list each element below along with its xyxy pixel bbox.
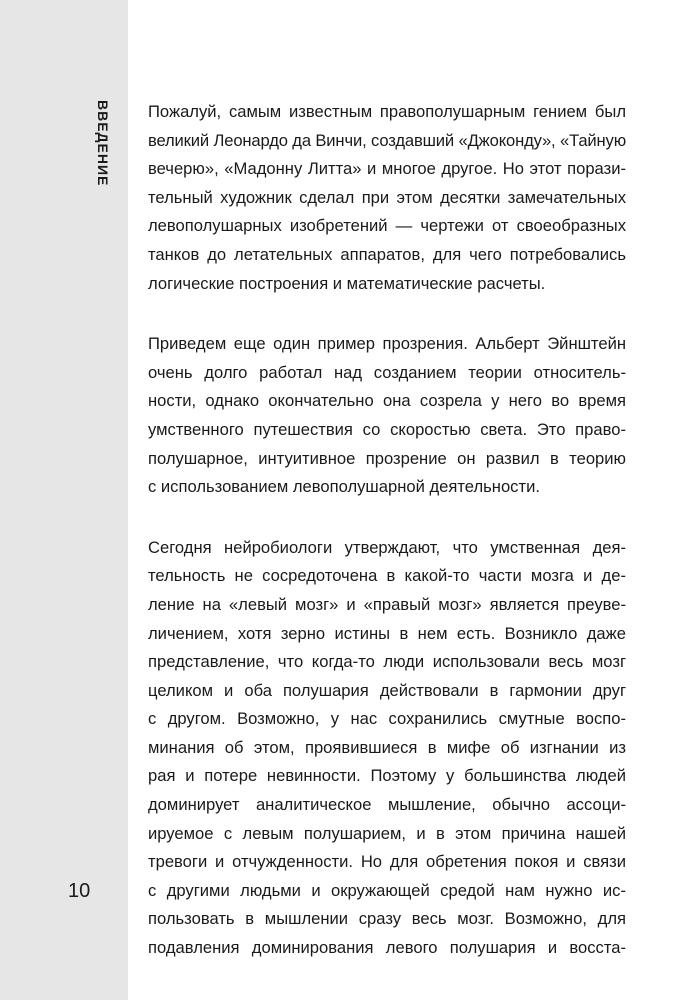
paragraph-3 [148, 534, 626, 963]
text-line: представление, что когда-то люди использовали весь мозг [148, 652, 626, 672]
text-line: пользовать в мышлении сразу весь мозг. Возможно, для [148, 909, 626, 929]
text-line: с другом. Возможно, у нас сохранились смутные воспо- [148, 709, 626, 729]
body-text [148, 98, 626, 995]
text-line: ируемое с левым полушарием, и в этом причина нашей [148, 823, 626, 843]
paragraph-1 [148, 98, 626, 298]
text-line: умственного путешествия со скоростью света. Это право- [148, 419, 626, 439]
paragraph-2 [148, 330, 626, 502]
text-line: с использованием левополушарной деятельности. [148, 477, 540, 497]
text-line: великий Леонардо да Винчи, создавший «Джоконду», «Тайную [148, 130, 626, 150]
page-number: 10 [68, 880, 91, 902]
text-line: тельность не сосредоточена в какой-то части мозга и де- [148, 566, 626, 586]
section-title: ВВЕДЕНИЕ [95, 100, 111, 187]
text-line: подавления доминирования левого полушария и восста- [148, 938, 626, 958]
text-line: танков до летательных аппаратов, для чего потребовались [148, 244, 626, 264]
text-line: минания об этом, проявившиеся в мифе об изгнании из [148, 737, 626, 757]
text-line: тревоги и отчужденности. Но для обретения покоя и связи [148, 852, 626, 872]
text-line: доминирует аналитическое мышление, обычно ассоци- [148, 795, 626, 815]
text-line: очень долго работал над созданием теории относитель- [148, 362, 626, 382]
text-line: рая и потере невинности. Поэтому у большинства людей [148, 766, 626, 786]
text-line: полушарное, интуитивное прозрение он развил в теорию [148, 448, 626, 468]
text-line: вечерю», «Мадонну Литта» и многое другое. Но этот порази- [148, 159, 626, 179]
text-line: тельный художник сделал при этом десятки замечательных [148, 187, 626, 207]
text-line: с другими людьми и окружающей средой нам нужно ис- [148, 880, 626, 900]
text-line: ление на «левый мозг» и «правый мозг» является преуве- [148, 594, 626, 614]
text-line: Приведем еще один пример прозрения. Альберт Эйнштейн [148, 334, 626, 354]
text-line: логические построения и математические расчеты. [148, 273, 546, 293]
text-line: целиком и оба полушария действовали в гармонии друг [148, 680, 626, 700]
text-line: ности, однако окончательно она созрела у него во время [148, 391, 626, 411]
text-line: Сегодня нейробиологи утверждают, что умственная дея- [148, 537, 626, 557]
text-line: личением, хотя зерно истины в нем есть. Возникло даже [148, 623, 626, 643]
text-line: левополушарных изобретений — чертежи от своеобразных [148, 216, 626, 236]
text-line: Пожалуй, самым известным правополушарным гением был [148, 102, 626, 121]
